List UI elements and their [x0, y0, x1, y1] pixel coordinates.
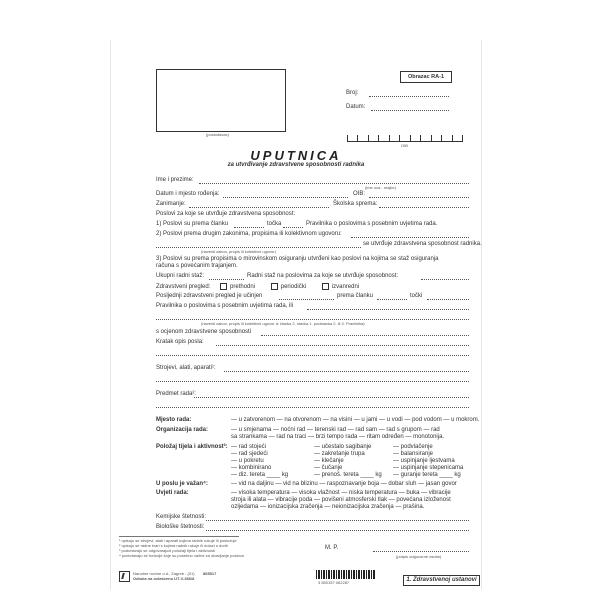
stamp-caption: (poslodavac): [206, 132, 229, 137]
p2-text: 2) Poslovi prema drugim zakonima, propisima ili kolektivnom ugovoru:: [156, 231, 342, 237]
publisher-line-1: Narodne novine d.d., Zagreb - (01): [133, 571, 195, 576]
posljednji-label: Posljednji zdravstveni pregled je učinjen: [156, 293, 263, 299]
strojevi-line-2[interactable]: [156, 381, 469, 382]
strojevi-label: Strojevi, alati, aparati¹:: [156, 365, 216, 371]
form-title: UPUTNICA: [250, 148, 342, 163]
tocki-label: točki: [410, 293, 423, 299]
polozaj-option: — čučanje: [314, 465, 343, 471]
mjesto-options: — u zatvorenom — na otvorenom — na visini — u jami — u vodi — pod vodom — u mokrom.: [231, 417, 480, 423]
ukupni-line[interactable]: [209, 279, 244, 280]
datum-label: Datum:: [346, 104, 366, 110]
polozaj-label: Položaj tijela i aktivnost³:: [156, 444, 228, 450]
p1-tocka-line[interactable]: [283, 227, 303, 228]
predmet-label: Predmet rada²:: [156, 391, 197, 397]
zanimanje-line[interactable]: [189, 207, 329, 208]
ime-label: Ime i prezime:: [156, 177, 194, 183]
form-code-badge: Obrazac RA-1: [400, 71, 452, 83]
oib-boxes[interactable]: [347, 135, 463, 141]
vazan-label: U poslu je važan⁴:: [156, 481, 208, 487]
oib-line[interactable]: [369, 197, 469, 198]
polozaj-option: — podvlačenje: [393, 444, 433, 450]
tocki-line[interactable]: [427, 299, 469, 300]
oib-label: OIB:: [353, 191, 366, 197]
p1-c: Pravilnika o poslovima s posebnim uvjetima rada.: [306, 221, 438, 227]
zdr-pregled-label: [156, 283, 359, 291]
izvanredni-label: izvanredni: [331, 284, 360, 291]
org-options-1: — u smjenama — noćni rad — terenski rad — rad sam — rad s grupom — rad: [231, 427, 440, 433]
radni-staz-line[interactable]: [421, 279, 469, 280]
polozaj-option: — u pokretu: [231, 458, 264, 464]
skolska-label: Školska sprema:: [333, 201, 378, 207]
bioloske-label: Biološke štetnosti:: [156, 524, 205, 530]
strojevi-line[interactable]: [224, 371, 469, 372]
pravilnika-note: (navesti zakon, propis ili kolektivni ugovor iz članka 2. stavka 1. podstavka 2. ili 3. Pravilnika): [201, 321, 365, 326]
publisher-logo-icon: [119, 571, 130, 582]
periodicki-checkbox[interactable]: [271, 283, 278, 290]
polozaj-option: — diz. tereta ____ kg: [231, 472, 289, 478]
signature-note: (potpis odgovorne osobe): [396, 554, 442, 559]
uvjeti-options-3: ozljedama — ionizacijska zračenja — neionizacijska zračenja — prašina.: [231, 504, 425, 510]
uvjeti-options-1: — visoka temperatura — visoka vlažnost — niska temperatura — buka — vibracije: [231, 490, 451, 496]
polozaj-option: — rad stojeći: [231, 444, 267, 450]
p1-clanak-line[interactable]: [234, 227, 264, 228]
p1-b: točka: [267, 221, 282, 227]
pravilnika-label: Pravilnika o poslovima s posebnim uvjetima rada, ili: [156, 303, 294, 309]
p2-end: se utvrđuje zdravstvena sposobnost radnika.: [363, 241, 482, 247]
radni-staz-label: Radni staž na poslovima za koje se utvrđuje sposobnost:: [247, 273, 399, 279]
predmet-line-2[interactable]: [156, 407, 469, 408]
polozaj-option: — rad sjedeći: [231, 451, 268, 457]
vazan-options: — vid na daljinu — vid na blizinu — raspoznavanje boja — dobar sluh — jasan govor: [231, 481, 457, 487]
p3-b: računa s povećanim trajanjem.: [156, 263, 238, 269]
ocjena-line[interactable]: [261, 335, 469, 336]
org-label: Organizacija rada:: [156, 427, 209, 433]
predmet-line[interactable]: [194, 397, 469, 398]
signature-line[interactable]: [373, 551, 469, 552]
publisher-line-2: Odluka na ovlašćeno UT-V-366/8: [133, 576, 195, 581]
footnote: ¹ upisuju se strojevi, alati i aparati kojima radnik rukuje ili poslužuje: [119, 538, 237, 543]
polozaj-option: — guranje tereta ____ kg: [393, 472, 461, 478]
polozaj-option: — prenoš. tereta ____ kg: [314, 472, 382, 478]
kemijske-line[interactable]: [206, 520, 469, 521]
p1-a: 1) Poslovi su prema članku: [156, 221, 229, 227]
clanku-line[interactable]: [377, 299, 407, 300]
p2-line[interactable]: [351, 237, 469, 238]
footnote-divider: [119, 536, 239, 537]
prema-clanku-label: prema članku: [337, 293, 374, 299]
kratak-label: Kratak opis posla:: [156, 339, 204, 345]
ime-line[interactable]: [199, 183, 469, 184]
izvanredni-checkbox[interactable]: [322, 283, 329, 290]
footnote: ³ podcrtavaju se odgovarajući položaji tijela i aktivnosti: [119, 548, 216, 553]
p3-a: 3) Poslovi su prema propisima o mirovinskom osiguranju utvrđeni kao poslovi na kojima se staž osiguranja: [156, 256, 439, 262]
kemijske-label: Kemijske štetnosti:: [156, 514, 207, 520]
bioloske-line[interactable]: [206, 530, 469, 531]
polozaj-option: — uspinjanje ljestvama: [393, 458, 455, 464]
pravilnika-line[interactable]: [307, 309, 469, 310]
broj-line[interactable]: [369, 96, 449, 97]
polozaj-option: — zakretanje trupa: [314, 451, 365, 457]
oib-caption: OIB: [401, 143, 408, 148]
uvjeti-options-2: stroja ili alata — vibracije poda — povišeni atmosferski tlak — povećana izloženost: [231, 497, 451, 503]
kratak-line[interactable]: [216, 345, 469, 346]
broj-label: Broj:: [346, 90, 359, 96]
polozaj-option: — kombinirano: [231, 465, 272, 471]
mjesto-label: Mjesto rada:: [156, 417, 192, 423]
copy-label: 1. Zdravstvenoj ustanovi: [403, 575, 480, 586]
polozaj-option: — uspinjanje stepenicama: [393, 465, 464, 471]
barcode-icon: [316, 570, 376, 579]
periodicki-label: periodički: [280, 284, 307, 291]
employer-stamp-box: [156, 69, 286, 132]
posljednji-line[interactable]: [279, 299, 334, 300]
barcode-number: 3 850157 062287: [318, 580, 350, 585]
uvjeti-label: Uvjeti rada:: [156, 490, 189, 496]
form-subtitle: za utvrđivanje zdravstvene sposobnosti radnika: [227, 162, 365, 168]
pravilnika-line-2[interactable]: [156, 319, 469, 320]
footnote: ⁴ podcrtavaju se funkcije koje su posebno važne za obavljanje poslova: [119, 553, 244, 558]
footnote: ² upisuju se radne tvari s kojima radnik rukuje ili dolazi u dodir: [119, 543, 228, 548]
form-sheet: [110, 40, 482, 590]
prethodni-label: prethodni: [230, 284, 256, 291]
publisher-code: 865517: [203, 571, 217, 576]
polozaj-option: — učestalo sagibanje: [314, 444, 372, 450]
poslovi-label: Poslovi za koje se utvrđuje zdravstvena sposobnost:: [156, 211, 296, 217]
ukupni-label: Ukupni radni staž:: [156, 273, 205, 279]
p2-line-2[interactable]: [156, 247, 361, 248]
polozaj-option: — balansiranje: [393, 451, 434, 457]
skolska-line[interactable]: [379, 207, 469, 208]
kratak-line-2[interactable]: [156, 355, 469, 356]
datum-line[interactable]: [371, 110, 449, 111]
zdr-pregled-text: Zdravstveni pregled:: [156, 284, 211, 291]
p2-note: (navesti zakon, propis ili kolektivni ugovor): [201, 249, 276, 254]
datum-rodjenja-label: Datum i mjesto rođenja:: [156, 191, 220, 197]
datum-rodjenja-line[interactable]: [223, 197, 348, 198]
polozaj-option: — klečanje: [314, 458, 344, 464]
zanimanje-label: Zanimanje:: [156, 201, 186, 207]
prethodni-checkbox[interactable]: [220, 283, 227, 290]
org-options-2: sa strankama — rad na traci — brzi tempo rada — ritam određen — monotonija.: [231, 434, 445, 440]
ime-note: (ime oca - majke): [365, 185, 396, 190]
ocjena-label: s ocjenom zdravstvene sposobnosti: [156, 329, 252, 335]
mp-label: M. P.: [325, 545, 339, 551]
